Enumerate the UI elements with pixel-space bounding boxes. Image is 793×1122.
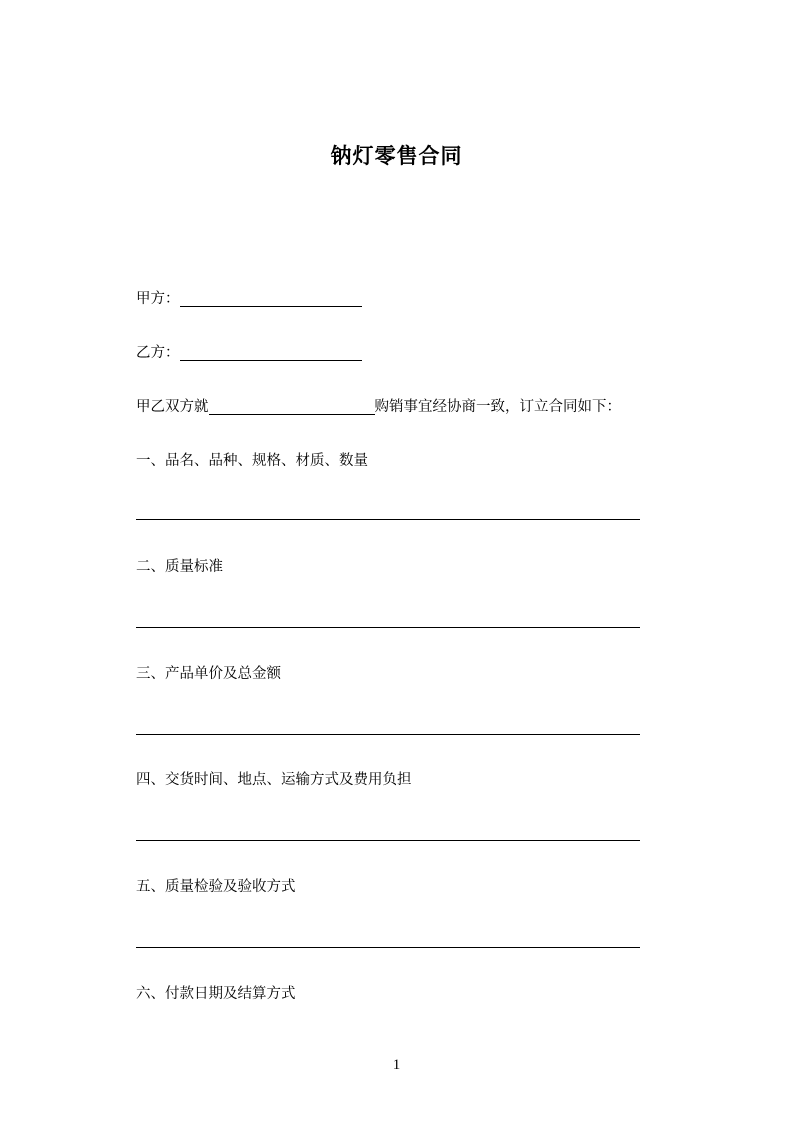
party-b-line [136,343,362,363]
intro-suffix: 购销事宜经协商一致，订立合同如下： [374,399,621,415]
section-heading: 二、质量标准 [136,559,223,575]
intro-line [136,397,621,417]
section-heading: 五、质量检验及验收方式 [136,879,296,895]
document-title: 钠灯零售合同 [330,144,463,168]
party-a-label: 甲方： [136,291,180,307]
page-number: 1 [392,1057,401,1073]
party-a-line [136,289,362,309]
intro-prefix: 甲乙双方就 [136,399,209,415]
section-heading: 四、交货时间、地点、运输方式及费用负担 [136,772,412,788]
section-answer-line[interactable] [136,840,640,841]
party-b-label: 乙方： [136,345,180,361]
section-answer-line[interactable] [136,734,640,735]
section-heading: 一、品名、品种、规格、材质、数量 [136,453,368,469]
party-b-blank[interactable] [180,344,362,361]
section-answer-line[interactable] [136,519,640,520]
party-a-blank[interactable] [180,290,362,307]
section-heading: 六、付款日期及结算方式 [136,986,296,1002]
section-answer-line[interactable] [136,947,640,948]
section-heading: 三、产品单价及总金额 [136,666,281,682]
section-answer-line[interactable] [136,627,640,628]
intro-subject-blank[interactable] [209,398,375,415]
